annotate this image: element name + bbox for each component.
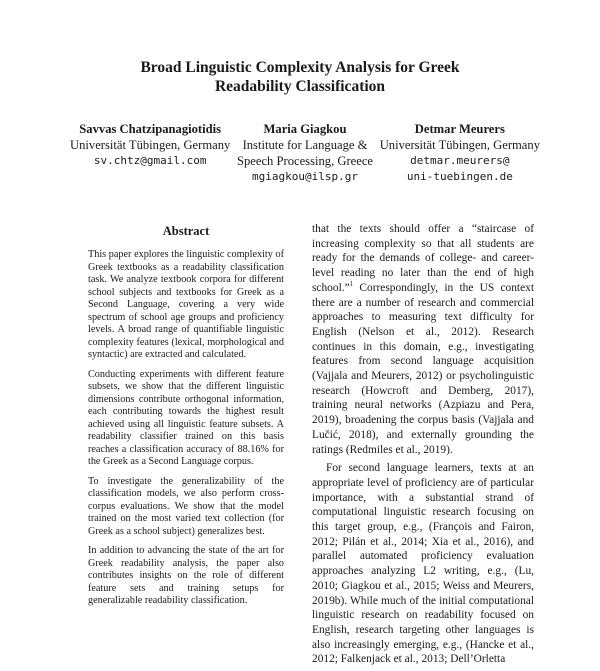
- body-text: that the texts should offer a “staircase of increasing complexity so that all students are ready for the demands of college- and career-level reading no later than the end of high school.”: [312, 223, 534, 294]
- title-line-2: Readability Classification: [214, 78, 386, 95]
- author-affiliation: Institute for Language &: [242, 138, 368, 152]
- author-name: Savvas Chatzipanagiotidis: [79, 122, 222, 136]
- author-list: [70, 121, 540, 185]
- abstract-heading: Abstract: [162, 224, 210, 238]
- author-affiliation-line-2: Speech Processing, Greece: [236, 154, 374, 168]
- body-paragraph: [312, 222, 534, 457]
- introduction-body: [312, 222, 534, 671]
- abstract-paragraph: In addition to advancing the state of the art for Greek readability analysis, the paper also contributes insights on the role of different feature sets and training setups for generalizable readability classification.: [88, 545, 284, 606]
- footnote-marker: 1: [349, 280, 354, 289]
- author-email: mgiagkou@ilsp.gr: [252, 170, 358, 183]
- author-affiliation: Universität Tübingen, Germany: [70, 138, 231, 152]
- body-text: Correspondingly, in the US context there are a number of research and commercial approaches to measuring text difficulty for English (Nelson et al., 2012). Research continues in this domain, e.g., investigating features from second language acquisition (Vajjala and Meurers, 2012) or psycholinguistic research (Howcroft and Demberg, 2017), training neural networks (Azpiazu and Pera, 2019), broadening the corpus basis (Vajjala and Lučić, 2018), and externally grounding the ratings (Redmiles et al., 2019).: [312, 281, 534, 456]
- author-name: Maria Giagkou: [263, 122, 347, 136]
- author-name: Detmar Meurers: [414, 122, 505, 136]
- paper-title: [0, 58, 600, 96]
- abstract-paragraph: To investigate the generalizability of the classification models, we also perform cross-corpus evaluations. We show that the model trained on the most varied text collection (for Greek as a school subject) generalizes best.: [88, 475, 284, 537]
- title-line-1: Broad Linguistic Complexity Analysis for Greek: [140, 59, 460, 76]
- author-3: [380, 121, 540, 185]
- abstract-paragraph: This paper explores the linguistic complexity of Greek textbooks as a readability classification task. We analyze textbook corpora for different school subjects and textbooks for Greek as a Second Language, covering a very wide spectrum of school age groups and proficiency levels. A broad range of quantifiable linguistic complexity features (lexical, morphological and syntactic) are extracted and calculated.: [88, 249, 284, 360]
- author-affiliation: Universität Tübingen, Germany: [379, 138, 540, 152]
- author-email: detmar.meurers@: [410, 154, 510, 167]
- author-email-line-2: uni-tuebingen.de: [406, 170, 513, 183]
- author-1: [70, 121, 230, 185]
- abstract-section: [88, 224, 284, 615]
- abstract-paragraph: Conducting experiments with different feature subsets, we show that the different linguistic dimensions contribute orthogonal information, each contributing towards the highest result achieved using all linguistic feature subsets. A readability classifier trained on this basis reaches a classification accuracy of 88.16% for the Greek as a Second Language corpus.: [88, 368, 284, 467]
- author-2: [237, 121, 373, 185]
- body-paragraph: For second language learners, texts at an appropriate level of proficiency are of particular importance, with a substantial strand of computational linguistic research focusing on this target group, e.g., (François and Fairon, 2012; Pilán et al., 2014; Xia et al., 2016), and parallel automated proficiency evaluation approaches analyzing L2 writing, e.g., (Lu, 2010; Giagkou et al., 2015; Weiss and Meurers, 2019b). While much of the initial computational linguistic research on readability focused on English, research targeting other languages is also increasingly emerging, e.g., (Hancke et al., 2012; Falkenjack et al., 2013; Dell’Orletta: [312, 462, 534, 666]
- author-email: sv.chtz@gmail.com: [93, 154, 207, 167]
